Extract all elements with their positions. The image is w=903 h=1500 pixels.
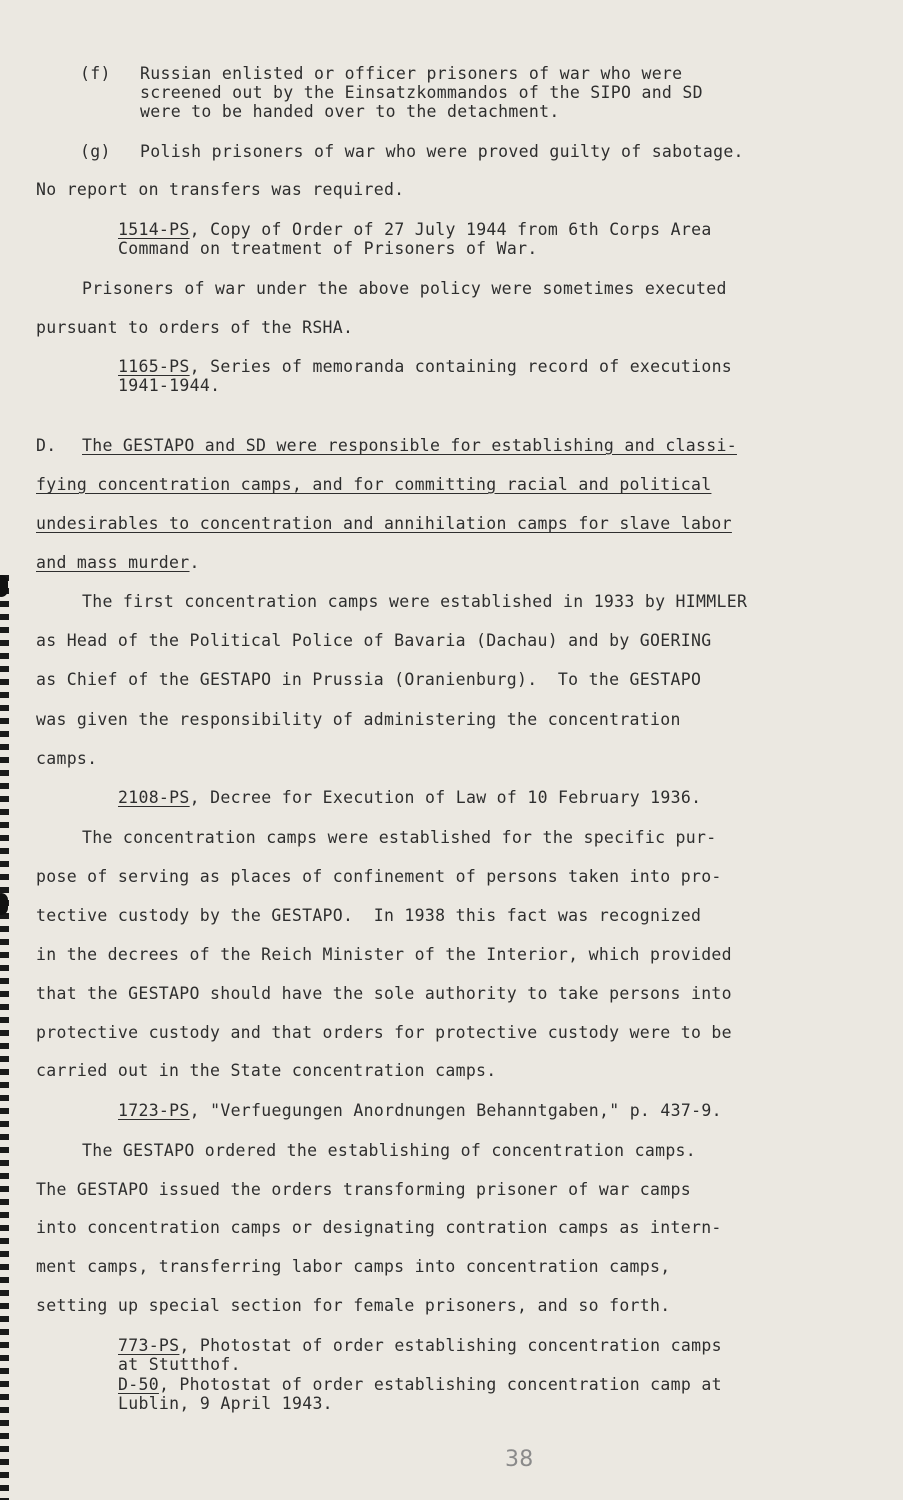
item-f-line-1: Russian enlisted or officer prisoners of war who were [140, 64, 683, 83]
section-d-line-2: fying concentration camps, and for committing racial and political [36, 475, 712, 494]
para-ordered-line-4: ment camps, transferring labor camps into concentration camps, [36, 1257, 671, 1276]
ref-1165-line-2: 1941-1944. [118, 376, 221, 395]
item-g-text: Polish prisoners of war who were proved guilty of sabotage. [140, 142, 744, 161]
ref-d50-id: D-50 [118, 1375, 159, 1394]
para-purpose-line-4: in the decrees of the Reich Minister of the Interior, which provided [36, 945, 732, 964]
section-d-letter: D. [36, 436, 57, 455]
ref-d50-line-1 [118, 1375, 722, 1394]
section-d-line-4-text: and mass murder [36, 553, 190, 572]
para-first-camps-line-5: camps. [36, 749, 98, 768]
para-purpose-line-2: pose of serving as places of confinement of persons taken into pro- [36, 867, 722, 886]
item-g-label: (g) [80, 142, 111, 161]
section-d-period: . [189, 553, 200, 572]
no-report-line: No report on transfers was required. [36, 180, 405, 199]
para-purpose-line-3: tective custody by the GESTAPO. In 1938 this fact was recognized [36, 906, 702, 925]
ref-1514-line-1 [118, 220, 712, 239]
ref-1165-id: 1165-PS [118, 357, 190, 376]
para-ordered-line-1: The GESTAPO ordered the establishing of concentration camps. [82, 1141, 697, 1160]
ref-2108 [118, 788, 701, 807]
ref-1165-line-1 [118, 357, 732, 376]
ref-773-line-1 [118, 1336, 722, 1355]
ref-2108-desc: , Decree for Execution of Law of 10 February 1936. [189, 788, 702, 807]
para-ordered-line-5: setting up special section for female prisoners, and so forth. [36, 1296, 671, 1315]
ref-773-line-2: at Stutthof. [118, 1355, 241, 1374]
item-f-line-2: screened out by the Einsatzkommandos of the SIPO and SD [140, 83, 703, 102]
para-first-camps-line-2: as Head of the Political Police of Bavaria (Dachau) and by GOERING [36, 631, 712, 650]
item-f-label: (f) [80, 64, 111, 83]
ref-1165-desc: , Series of memoranda containing record of executions [189, 357, 733, 376]
punch-hole-bottom [0, 893, 8, 915]
para-executed-line-1: Prisoners of war under the above policy were sometimes executed [82, 279, 727, 298]
para-purpose-line-1: The concentration camps were established for the specific pur- [82, 828, 717, 847]
para-ordered-line-2: The GESTAPO issued the orders transforming prisoner of war camps [36, 1180, 691, 1199]
punch-hole-top [0, 575, 8, 597]
ref-1723-id: 1723-PS [118, 1101, 190, 1120]
ref-773-desc: , Photostat of order establishing concentration camps [179, 1336, 722, 1355]
ref-1514-desc: , Copy of Order of 27 July 1944 from 6th Corps Area [189, 220, 712, 239]
ref-1514-line-2: Command on treatment of Prisoners of War. [118, 239, 538, 258]
para-first-camps-line-3: as Chief of the GESTAPO in Prussia (Oranienburg). To the GESTAPO [36, 670, 702, 689]
ref-1514-id: 1514-PS [118, 220, 190, 239]
section-d-line-3: undesirables to concentration and annihilation camps for slave labor [36, 514, 732, 533]
ref-d50-line-2: Lublin, 9 April 1943. [118, 1394, 333, 1413]
page-number: 38 [505, 1447, 534, 1472]
ref-773-id: 773-PS [118, 1336, 180, 1355]
para-executed-line-2: pursuant to orders of the RSHA. [36, 318, 354, 337]
binding-edge [0, 575, 9, 1500]
section-d-line-4 [36, 553, 200, 572]
para-purpose-line-5: that the GESTAPO should have the sole authority to take persons into [36, 984, 732, 1003]
para-purpose-line-6: protective custody and that orders for protective custody were to be [36, 1023, 732, 1042]
para-first-camps-line-1: The first concentration camps were established in 1933 by HIMMLER [82, 592, 748, 611]
ref-1723 [118, 1101, 722, 1120]
para-first-camps-line-4: was given the responsibility of administering the concentration [36, 710, 681, 729]
section-d-line-1: The GESTAPO and SD were responsible for establishing and classi- [82, 436, 737, 455]
ref-d50-desc: , Photostat of order establishing concentration camp at [158, 1375, 722, 1394]
para-ordered-line-3: into concentration camps or designating contration camps as intern- [36, 1218, 722, 1237]
ref-2108-id: 2108-PS [118, 788, 190, 807]
ref-1723-desc: , "Verfuegungen Anordnungen Behanntgaben," p. 437-9. [189, 1101, 722, 1120]
para-purpose-line-7: carried out in the State concentration camps. [36, 1061, 497, 1080]
item-f-line-3: were to be handed over to the detachment. [140, 102, 560, 121]
